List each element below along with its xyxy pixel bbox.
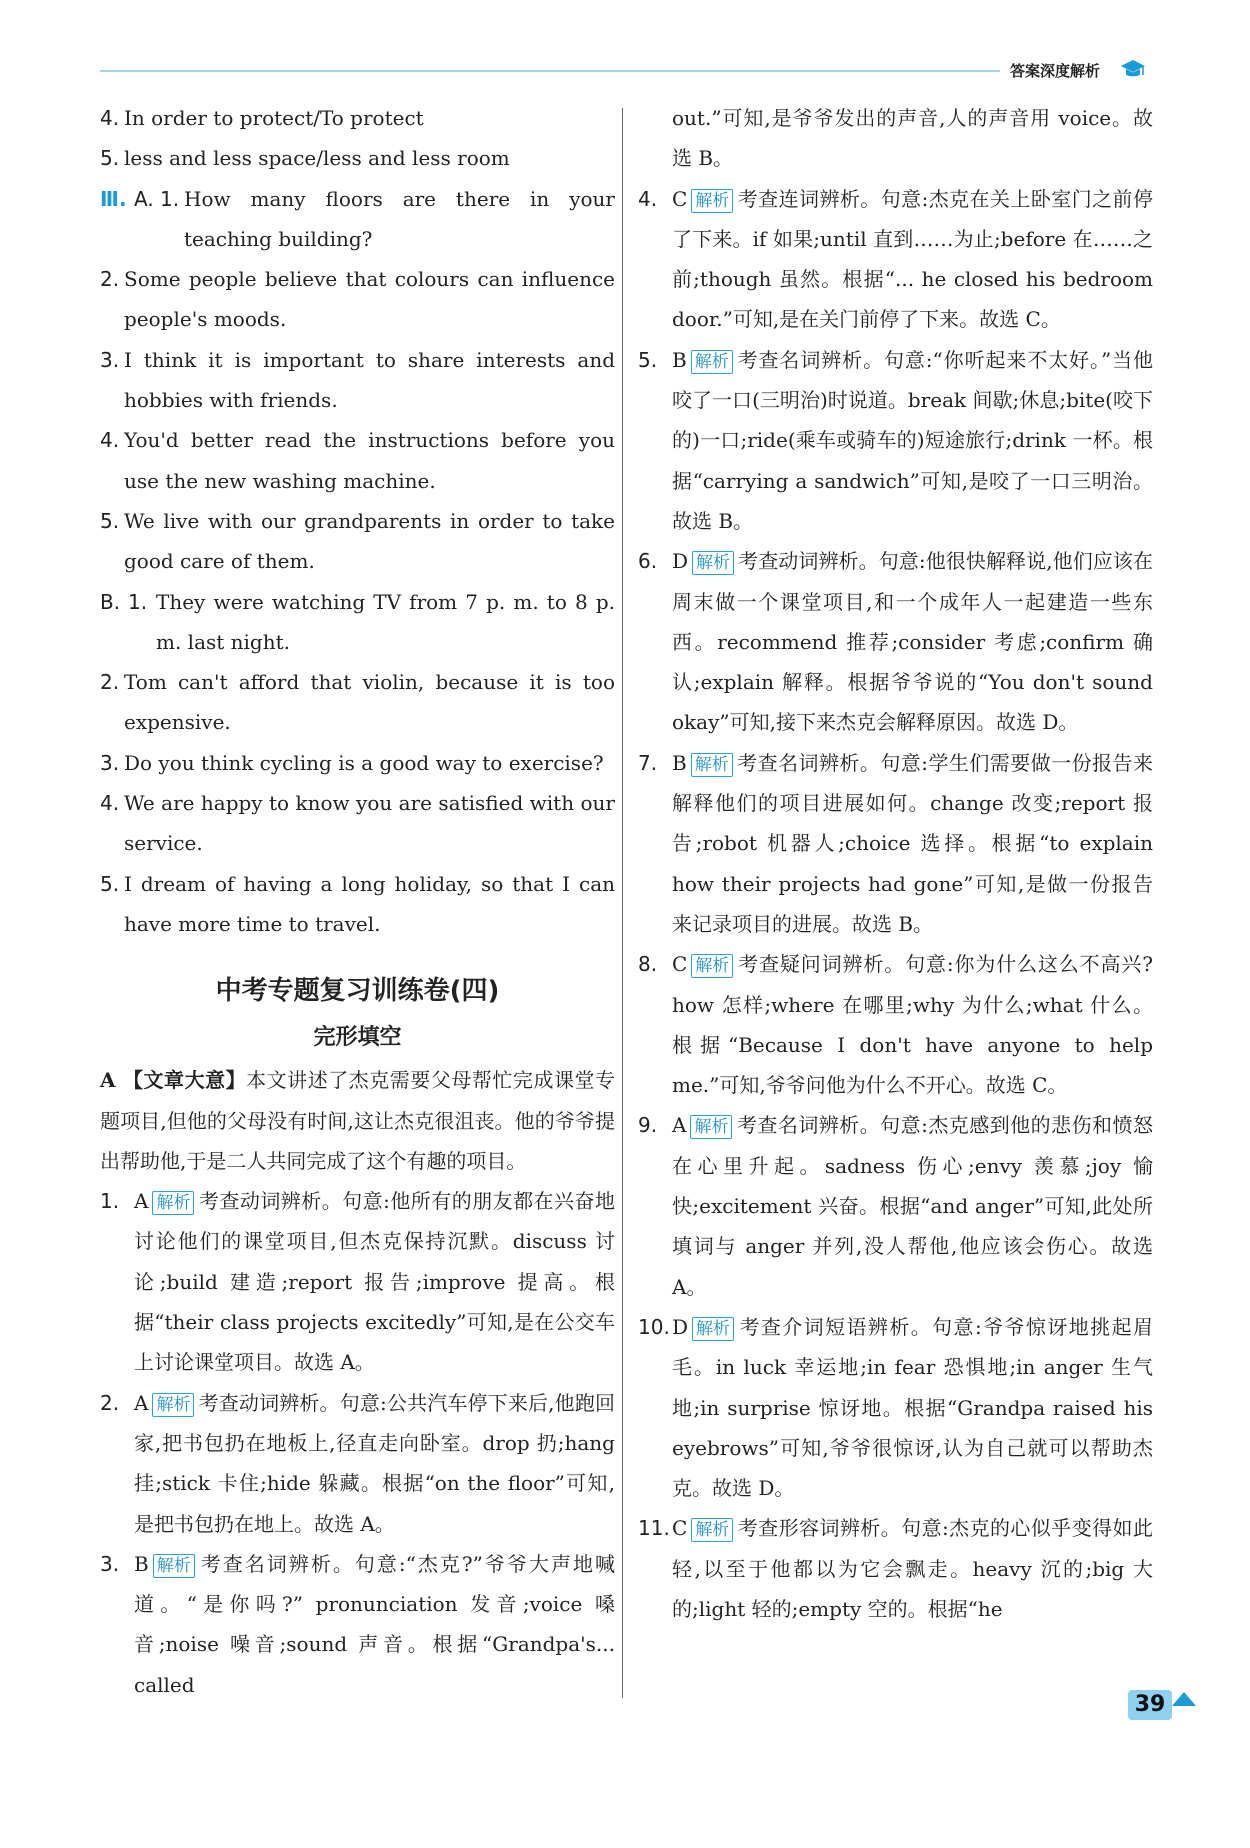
analysis-tag: 解析 bbox=[691, 954, 733, 978]
answer-item: 4. In order to protect/To protect bbox=[100, 106, 424, 130]
header-title: 答案深度解析 bbox=[1010, 62, 1101, 80]
up-arrow-icon bbox=[1172, 1692, 1196, 1706]
answer-item: 2. Tom can't afford that violin, because it is too expensive. bbox=[100, 670, 615, 735]
answer-item: 6. D 解析 考查动词辨析。句意:他很快解释说,他们应该在周末做一个课堂项目,和一个成年人一起建造一些东西。recommend 推荐;consider 考虑;confirm 确认;explain 解释。根据爷爷说的“You don't sound okay”可知,接下来杰克会解释原因。故选 D。 bbox=[638, 549, 1153, 735]
summary bbox=[100, 1060, 615, 1181]
answer-item: 4. We are happy to know you are satisfied with our service. bbox=[100, 791, 615, 856]
answer-item: 8. C 解析 考查疑问词辨析。句意:你为什么这么不高兴? how 怎样;where 在哪里;why 为什么;what 什么。根据“Because I don't have anyone to help me.”可知,爷爷问他为什么不开心。故选 C。 bbox=[638, 952, 1153, 1098]
analysis-tag: 解析 bbox=[692, 551, 734, 575]
right-column bbox=[638, 98, 1153, 1629]
section-number: Ⅲ. bbox=[100, 186, 127, 211]
answer-item: 3. Do you think cycling is a good way to exercise? bbox=[100, 750, 604, 775]
page-number: 39 bbox=[1128, 1690, 1172, 1720]
analysis-tag: 解析 bbox=[153, 1554, 195, 1578]
answer-item: 10. D 解析 考查介词短语辨析。句意:爷爷惊讶地挑起眉毛。in luck 幸运地;in fear 恐惧地;in anger 生气地;in surprise 惊讶地。根据“Grandpa raised his eyebrows”可知,爷爷很惊讶,认为自己就可以帮助杰克。故选 D。 bbox=[638, 1314, 1153, 1501]
answer-item: 5. I dream of having a long holiday, so that I can have more time to travel. bbox=[100, 871, 615, 936]
answer-item: 2. Some people believe that colours can influence people's moods. bbox=[100, 267, 615, 332]
answer-item: B. 1. They were watching TV from 7 p. m. to 8 p. m. last night. bbox=[100, 589, 615, 654]
answer-item: Ⅲ. A. 1. How many floors are there in your teaching building? bbox=[100, 179, 615, 260]
answer-item: 2. A 解析 考查动词辨析。句意:公共汽车停下来后,他跑回家,把书包扔在地板上,径直走向卧室。drop 扔;hang 挂;stick 卡住;hide 躲藏。根据“on the floor”可知,是把书包扔在地上。故选 A。 bbox=[100, 1390, 615, 1536]
answer-item: 4. C 解析 考查连词辨析。句意:杰克在关上卧室门之前停了下来。if 如果;until 直到……为止;before 在……之前;though 虽然。根据“... he closed his bedroom door.”可知,是在关门前停了下来。故选 C。 bbox=[638, 186, 1153, 332]
answer-item: 1. A 解析 考查动词辨析。句意:他所有的朋友都在兴奋地讨论他们的课堂项目,但杰克保持沉默。discuss 讨论;build 建造;report 报告;improve 提高。根据“their class projects excitedly”可知,是在公交车上讨论课堂项目。故选 A。 bbox=[100, 1189, 615, 1375]
answer-item: 5. We live with our grandparents in order to take good care of them. bbox=[100, 508, 615, 574]
answer-item: 3. B 解析 考查名词辨析。句意:“杰克?”爷爷大声地喊道。“是你吗?” pronunciation 发音;voice 嗓音;noise 噪音;sound 声音。根据“Grandpa's... called bbox=[100, 1551, 615, 1697]
analysis-tag: 解析 bbox=[691, 189, 733, 213]
answer-item: 11. C 解析 考查形容词辨析。句意:杰克的心似乎变得如此轻,以至于他都以为它会飘走。heavy 沉的;big 大的;light 轻的;empty 空的。根据“he bbox=[638, 1516, 1153, 1621]
answer-item: 3. I think it is important to share interests and hobbies with friends. bbox=[100, 347, 615, 413]
continuation-text: out.”可知,是爷爷发出的声音,人的声音用 voice。故选 B。 bbox=[672, 106, 1153, 171]
sub-title: 完形填空 bbox=[313, 1025, 402, 1051]
analysis-tag: 解析 bbox=[692, 1317, 734, 1341]
left-column bbox=[100, 98, 615, 1705]
answer-item: 7. B 解析 考查名词辨析。句意:学生们需要做一份报告来解释他们的项目进展如何。change 改变;report 报告;robot 机器人;choice 选择。根据“to explain how their projects had gone”可知,是做一份报告来记录项目的进展。故选 B。 bbox=[638, 750, 1153, 936]
analysis-tag: 解析 bbox=[690, 1115, 732, 1139]
section-title: 中考专题复习训练卷(四) bbox=[215, 976, 500, 1007]
analysis-tag: 解析 bbox=[691, 753, 733, 777]
answer-item: 9. A 解析 考查名词辨析。句意:杰克感到他的悲伤和愤怒在心里升起。sadness 伤心;envy 羡慕;joy 愉快;excitement 兴奋。根据“and anger”可知,此处所填词与 anger 并列,没人帮他,他应该会伤心。故选 A。 bbox=[638, 1113, 1153, 1299]
summary-text: 本文讲述了杰克需要父母帮忙完成课堂专题项目,但他的父母没有时间,这让杰克很沮丧。他的爷爷提出帮助他,于是二人共同完成了这个有趣的项目。 bbox=[100, 1068, 616, 1173]
answer-item: 5. B 解析 考查名词辨析。句意:“你听起来不太好。”当他咬了一口(三明治)时说道。break 间歇;休息;bite(咬下的)一口;ride(乘车或骑车的)短途旅行;drink 一杯。根据“carrying a sandwich”可知,是咬了一口三明治。故选 B。 bbox=[638, 347, 1153, 533]
column-divider bbox=[622, 108, 623, 1698]
analysis-tag: 解析 bbox=[691, 350, 733, 374]
summary-label: A 【文章大意】 bbox=[100, 1068, 247, 1093]
answer-item: 5. less and less space/less and less room bbox=[100, 146, 510, 171]
header-rule bbox=[100, 70, 1000, 72]
answer-item: 4. You'd better read the instructions before you use the new washing machine. bbox=[100, 428, 615, 493]
analysis-tag: 解析 bbox=[152, 1191, 194, 1215]
analysis-tag: 解析 bbox=[691, 1518, 733, 1542]
analysis-tag: 解析 bbox=[152, 1393, 194, 1417]
graduation-cap-icon bbox=[1120, 58, 1146, 80]
